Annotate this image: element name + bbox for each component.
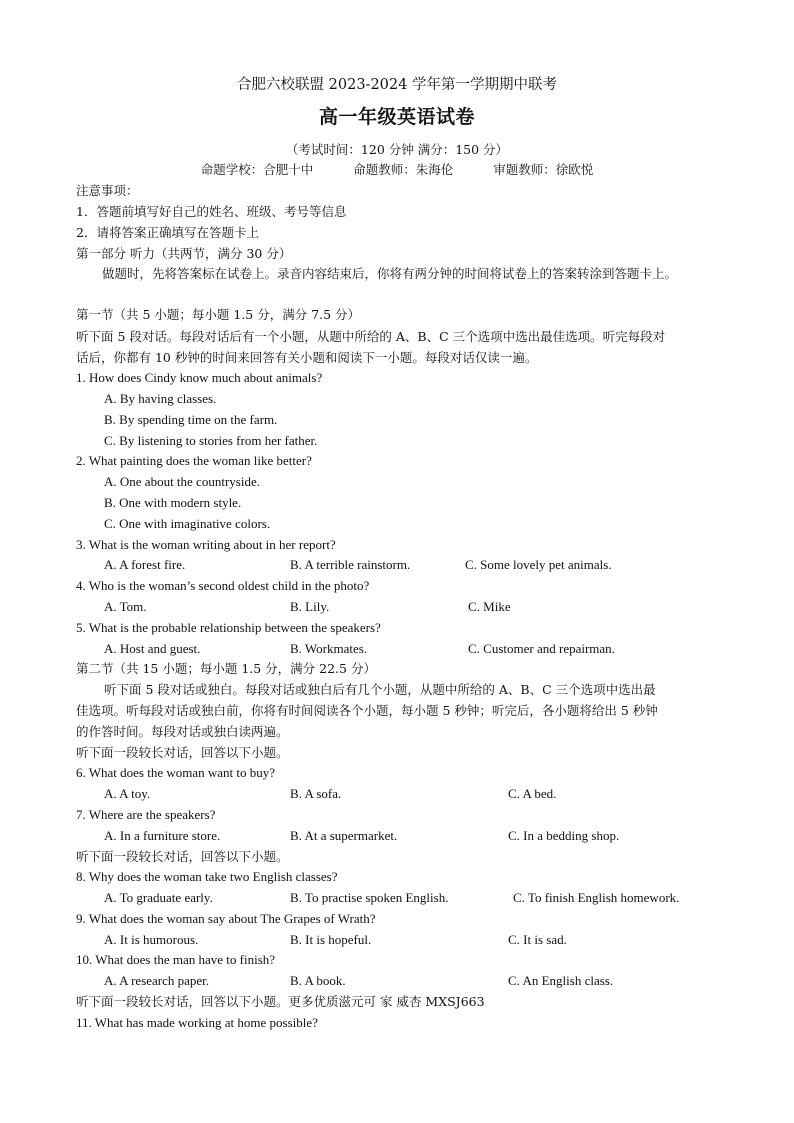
option-c: C. It is sad. bbox=[508, 932, 567, 947]
option-c: C. In a bedding shop. bbox=[508, 828, 620, 843]
option-c: C. Mike bbox=[468, 599, 511, 614]
exam-series-title: 合肥六校联盟 2023-2024 学年第一学期期中联考 bbox=[237, 77, 557, 93]
option-c: C. An English class. bbox=[508, 973, 614, 988]
question-stem: 7. Where are the speakers? bbox=[76, 807, 216, 822]
option-a: A. A toy. bbox=[104, 786, 151, 801]
section-instruction: 的作答时间。每段对话或独白读两遍。 bbox=[76, 724, 289, 739]
section-instruction: 听下面 5 段对话。每段对话后有一个小题，从题中所给的 A、B、C 三个选项中选出最佳选项。听完每段对 bbox=[76, 329, 666, 344]
listen-instruction: 听下面一段较长对话，回答以下小题。更多优质滋元可 家 威杏 MXSJ663 bbox=[76, 994, 485, 1009]
listen-instruction: 听下面一段较长对话，回答以下小题。 bbox=[76, 745, 289, 760]
option-c: C. A bed. bbox=[508, 786, 557, 801]
reviewer-label: 审题教师：徐欧悦 bbox=[493, 162, 594, 177]
option-b: B. A sofa. bbox=[290, 786, 342, 801]
question-stem: 3. What is the woman writing about in her report? bbox=[76, 537, 336, 552]
option-c: C. By listening to stories from her father. bbox=[104, 433, 318, 448]
option-b: B. Lily. bbox=[290, 599, 330, 614]
exam-info: （考试时间：120 分钟 满分：150 分） bbox=[285, 142, 509, 157]
notes-item: 1．答题前填写好自己的姓名、班级、考号等信息 bbox=[76, 204, 347, 219]
option-b: B. A book. bbox=[290, 973, 346, 988]
option-c: C. One with imaginative colors. bbox=[104, 516, 271, 531]
exam-staff bbox=[0, 161, 794, 179]
section-instruction: 听下面 5 段对话或独白。每段对话或独白后有几个小题，从题中所给的 A、B、C 三个选项中选出最 bbox=[104, 682, 656, 697]
question-stem: 8. Why does the woman take two English classes? bbox=[76, 869, 338, 884]
teacher-label: 命题教师：朱海伦 bbox=[353, 162, 454, 177]
part-heading: 第一部分 听力（共两节，满分 30 分） bbox=[76, 246, 292, 261]
option-c: C. To finish English homework. bbox=[513, 890, 680, 905]
question-stem: 9. What does the woman say about The Grapes of Wrath? bbox=[76, 911, 376, 926]
listen-instruction: 听下面一段较长对话，回答以下小题。 bbox=[76, 849, 289, 864]
question-stem: 5. What is the probable relationship between the speakers? bbox=[76, 620, 381, 635]
option-a: A. To graduate early. bbox=[104, 890, 213, 905]
option-b: B. Workmates. bbox=[290, 641, 368, 656]
question-stem: 2. What painting does the woman like better? bbox=[76, 453, 312, 468]
option-b: B. By spending time on the farm. bbox=[104, 412, 278, 427]
option-c: C. Customer and repairman. bbox=[468, 641, 615, 656]
option-a: A. A forest fire. bbox=[104, 557, 186, 572]
option-c: C. Some lovely pet animals. bbox=[465, 557, 612, 572]
option-b: B. One with modern style. bbox=[104, 495, 242, 510]
option-a: A. It is humorous. bbox=[104, 932, 199, 947]
option-a: A. Tom. bbox=[104, 599, 147, 614]
option-a: A. Host and guest. bbox=[104, 641, 201, 656]
section-instruction: 话后，你都有 10 秒钟的时间来回答有关小题和阅读下一小题。每段对话仅读一遍。 bbox=[76, 350, 538, 365]
option-a: A. One about the countryside. bbox=[104, 474, 260, 489]
question-stem: 1. How does Cindy know much about animals? bbox=[76, 370, 323, 385]
school-label: 命题学校：合肥十中 bbox=[200, 162, 314, 177]
option-a: A. By having classes. bbox=[104, 391, 217, 406]
section-heading: 第一节（共 5 小题；每小题 1.5 分，满分 7.5 分） bbox=[76, 307, 361, 322]
notes-item: 2．请将答案正确填写在答题卡上 bbox=[76, 225, 259, 240]
option-b: B. A terrible rainstorm. bbox=[290, 557, 411, 572]
question-stem: 11. What has made working at home possible? bbox=[76, 1015, 318, 1030]
question-stem: 10. What does the man have to finish? bbox=[76, 952, 276, 967]
option-b: B. To practise spoken English. bbox=[290, 890, 449, 905]
option-b: B. At a supermarket. bbox=[290, 828, 398, 843]
option-a: A. A research paper. bbox=[104, 973, 210, 988]
option-a: A. In a furniture store. bbox=[104, 828, 221, 843]
part-instruction: 做题时，先将答案标在试卷上。录音内容结束后，你将有两分钟的时间将试卷上的答案转涂到答题卡上。 bbox=[102, 266, 678, 281]
exam-title: 高一年级英语试卷 bbox=[318, 106, 475, 128]
question-stem: 4. Who is the woman’s second oldest child in the photo? bbox=[76, 578, 370, 593]
option-b: B. It is hopeful. bbox=[290, 932, 372, 947]
section-heading: 第二节（共 15 小题；每小题 1.5 分，满分 22.5 分） bbox=[76, 661, 376, 676]
section-instruction: 佳选项。听每段对话或独白前，你将有时间阅读各个小题，每小题 5 秒钟；听完后，各小题将给出 5 秒钟 bbox=[76, 703, 658, 718]
question-stem: 6. What does the woman want to buy? bbox=[76, 765, 276, 780]
notes-heading: 注意事项： bbox=[76, 183, 139, 198]
